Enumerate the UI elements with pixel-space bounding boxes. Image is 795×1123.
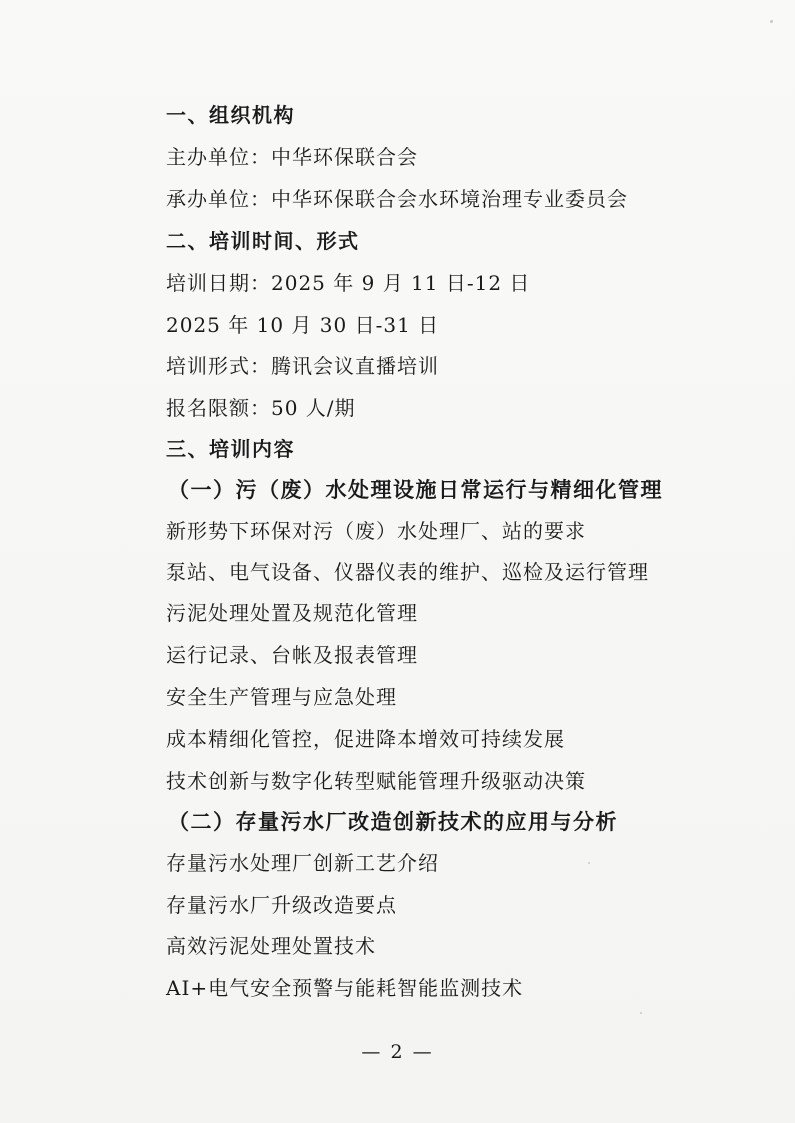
subsection-heading-2: （二）存量污水厂改造创新技术的应用与分析 xyxy=(168,809,618,834)
list-item: AI+电气安全预警与能耗智能监测技术 xyxy=(166,976,524,1000)
list-item: 存量污水处理厂创新工艺介绍 xyxy=(166,851,439,875)
section-heading-organization: 一、组织机构 xyxy=(166,103,295,127)
text-line-organizer: 承办单位：中华环保联合会水环境治理专业委员会 xyxy=(166,187,628,211)
page-number: — 2 — xyxy=(361,1041,434,1063)
scan-speck xyxy=(640,1012,642,1014)
list-item: 存量污水厂升级改造要点 xyxy=(166,893,397,917)
list-item: 污泥处理处置及规范化管理 xyxy=(166,601,418,625)
list-item: 运行记录、台帐及报表管理 xyxy=(166,643,418,667)
list-item: 新形势下环保对污（废）水处理厂、站的要求 xyxy=(166,519,586,543)
section-heading-content: 三、培训内容 xyxy=(166,437,295,461)
text-line-host: 主办单位：中华环保联合会 xyxy=(166,145,418,169)
list-item: 安全生产管理与应急处理 xyxy=(166,685,397,709)
text-line-training-date-2: 2025 年 10 月 30 日-31 日 xyxy=(166,313,440,337)
scan-speck xyxy=(770,20,773,23)
text-line-training-format: 培训形式：腾讯会议直播培训 xyxy=(166,354,439,378)
section-heading-time-format: 二、培训时间、形式 xyxy=(166,229,360,253)
list-item: 泵站、电气设备、仪器仪表的维护、巡检及运行管理 xyxy=(166,560,649,584)
list-item: 成本精细化管控，促进降本增效可持续发展 xyxy=(166,727,565,751)
subsection-heading-1: （一）污（废）水处理设施日常运行与精细化管理 xyxy=(168,477,663,502)
list-item: 技术创新与数字化转型赋能管理升级驱动决策 xyxy=(166,769,586,793)
text-line-training-date: 培训日期：2025 年 9 月 11 日-12 日 xyxy=(166,271,531,295)
list-item: 高效污泥处理处置技术 xyxy=(166,934,376,958)
text-line-quota: 报名限额：50 人/期 xyxy=(166,396,356,420)
scan-speck xyxy=(588,862,590,864)
